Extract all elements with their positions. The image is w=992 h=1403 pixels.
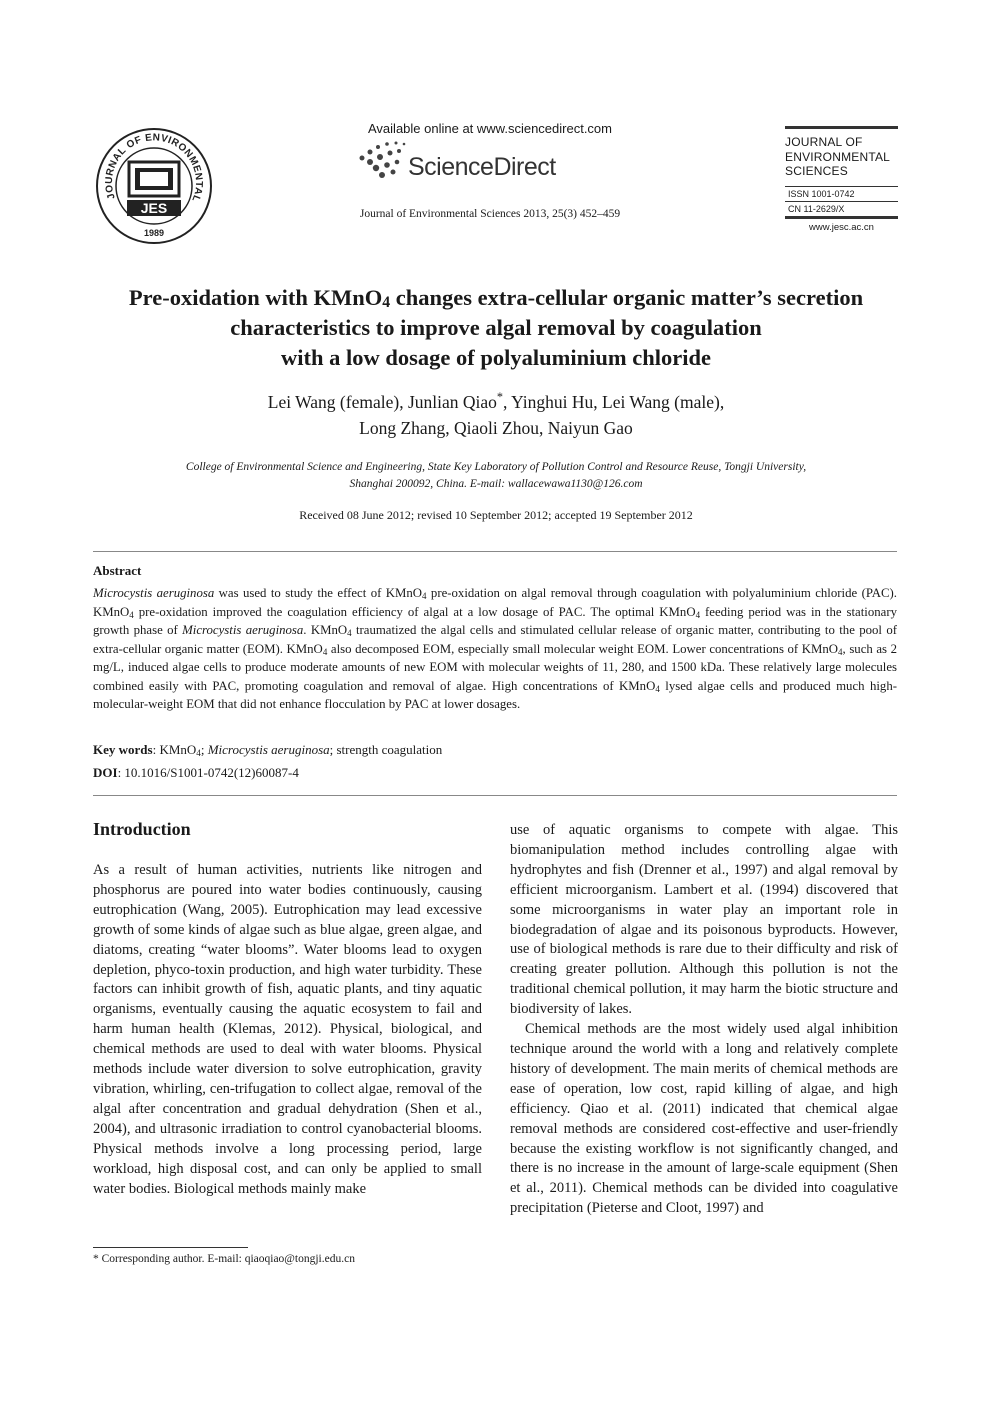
received-dates: Received 08 June 2012; revised 10 September 2012; accepted 19 September 2012 (299, 508, 693, 522)
available-online[interactable]: Available online at www.sciencedirect.com (368, 121, 612, 136)
author-list: Lei Wang (female), Junlian Qiao*, Yinghui Hu, Lei Wang (male), Long Zhang, Qiaoli Zhou, Naiyun Gao (267, 390, 725, 438)
divider (93, 551, 897, 552)
paragraph: use of aquatic organisms to compete with algae. This biomanipulation method includes controlling algae with hydrophytes and fish (Drenner et al., 1997) and algal removal by efficient microorganism. Lambert et al. (1994) discovered that some microorganisms in water play an important role in biodegradation of algae and its poisonous byproducts. However, use of biological methods is rare due to their difficulty and risk of creating greater pollution. Although this pollution is not the traditional chemical pollution, it may harm the biotic structure and biodiversity of lakes. (510, 822, 898, 1018)
paragraph: As a result of human activities, nutrients like nitrogen and phosphorus are poured into water bodies continuously, causing eutrophication (Wang, 2005). Eutrophication may lead excessive growth of some kinds of algae such as blue algae, green algae, and diatoms, creating “water blooms”. Water blooms lead to oxygen depletion, phyco-toxin production, and high water turbidity. These factors can inhibit growth of fish, aquatic plants, and tiny aquatic organisms, eventually causing the aquatic ecosystem to fail and harm human health (Klemas, 2012). Physical, biological, and chemical methods are used to deal with water blooms. Physical methods include water diversion to solve eutrophication, gravity vibration, whirling, cen-trifugation to collect algae, removal of the algal after concentration and gradual dehydration (Shen et al., 2004), and ultrasonic irradiation to control cyanobacterial blooms. Physical methods involve a long processing period, large workload, high disposal cost, and can only be applied to small water bodies. Biological methods mainly make (93, 862, 482, 1197)
article-title: Pre-oxidation with KMnO$_4$ changes extra-cellular organic matter’s secretion characteristics to improve algal removal by coagulation with a low dosage of polyaluminium chloride (128, 285, 864, 370)
cn-number: CN 11-2629/X (788, 203, 845, 214)
divider (93, 795, 897, 796)
issn: ISSN 1001-0742 (788, 188, 855, 199)
logo-year: 1989 (143, 228, 165, 238)
affiliation: College of Environmental Science and Engineering, State Key Laboratory of Pollution Control and Resource Reuse, Tongji University, Shanghai 200092, China. E-mail: wallacewawa1130@126.com (185, 461, 807, 490)
journal-website-link[interactable]: www.jesc.ac.cn (809, 221, 874, 233)
paragraph: Chemical methods are the most widely used algal inhibition technique around the world with a long and relatively complete history of development. The main merits of chemical methods are ease of operation, low cost, rapid killing of algae, and high efficiency. Qiao et al. (2011) indicated that chemical algae removal methods are considered cost-effective and user-friendly because the existing workflow is not significantly changed, and there is no increase in the amount of large-scale equipment (Shen et al., 2011). Chemical methods can be divided into coagulative precipitation (Pieterse and Cloot, 1997) and (510, 1021, 898, 1217)
sciencedirect-logo[interactable] (356, 140, 586, 184)
abstract-text: Microcystis aeruginosa was used to study the effect of KMnO$_4$ pre-oxidation on algal removal through coagulation with polyaluminium chloride (PAC). KMnO$_4$ pre-oxidation improved the coagulation efficiency of algal at a low dosage of PAC. The optimal KMnO$_4$ feeding period was in the stationary growth phase of Microcystis aeruginosa. KMnO$_4$ traumatized the algal cells and stimulated cellular release of organic matter, contributing to the pool of extra-cellular organic matter (EOM). KMnO$_4$ also decomposed EOM, especially small molecular weight EOM. Lower concentrations of KMnO$_4$, such as 2 mg/L, induced algae cells to produce moderate amounts of new EOM with molecular weights of 11, 280, and 1500 kDa. These relatively large molecules combined easily with PAC, promoting coagulation and removal of algae. High concentrations of KMnO$_4$ lysed algae cells and produced much high-molecular-weight EOM that did not enhance flocculation by PAC at lower dosages. (93, 586, 898, 711)
sciencedirect-dots-icon (360, 142, 406, 179)
abstract-heading: Abstract (93, 563, 142, 578)
svg-text:JOURNAL OF ENVIRONMENTAL SCIEN (93, 126, 204, 203)
sciencedirect-wordmark: ScienceDirect (408, 153, 556, 181)
corresponding-author-mark: * (496, 390, 504, 405)
keywords: Key words: KMnO$_4$; Microcystis aeruginosa; strength coagulation (93, 742, 443, 758)
body-column-left (93, 861, 482, 1199)
journal-logo (93, 126, 215, 246)
section-heading-introduction: Introduction (93, 819, 191, 839)
footnote: * Corresponding author. E-mail: qiaoqiao@tongji.edu.cn (93, 1253, 355, 1265)
journal-name: JOURNAL OF ENVIRONMENTAL SCIENCES (785, 135, 891, 178)
divider (785, 126, 898, 129)
body-column-right (510, 821, 898, 1219)
logo-ring-text: JOURNAL OF ENVIRONMENTAL (103, 132, 205, 204)
journal-citation: Journal of Environmental Sciences 2013, 25(3) 452–459 (359, 208, 621, 220)
footnote-divider (93, 1247, 248, 1248)
journal-info-box (785, 126, 898, 233)
logo-initials: JES (140, 200, 168, 216)
doi[interactable]: DOI: 10.1016/S1001-0742(12)60087-4 (93, 765, 299, 780)
